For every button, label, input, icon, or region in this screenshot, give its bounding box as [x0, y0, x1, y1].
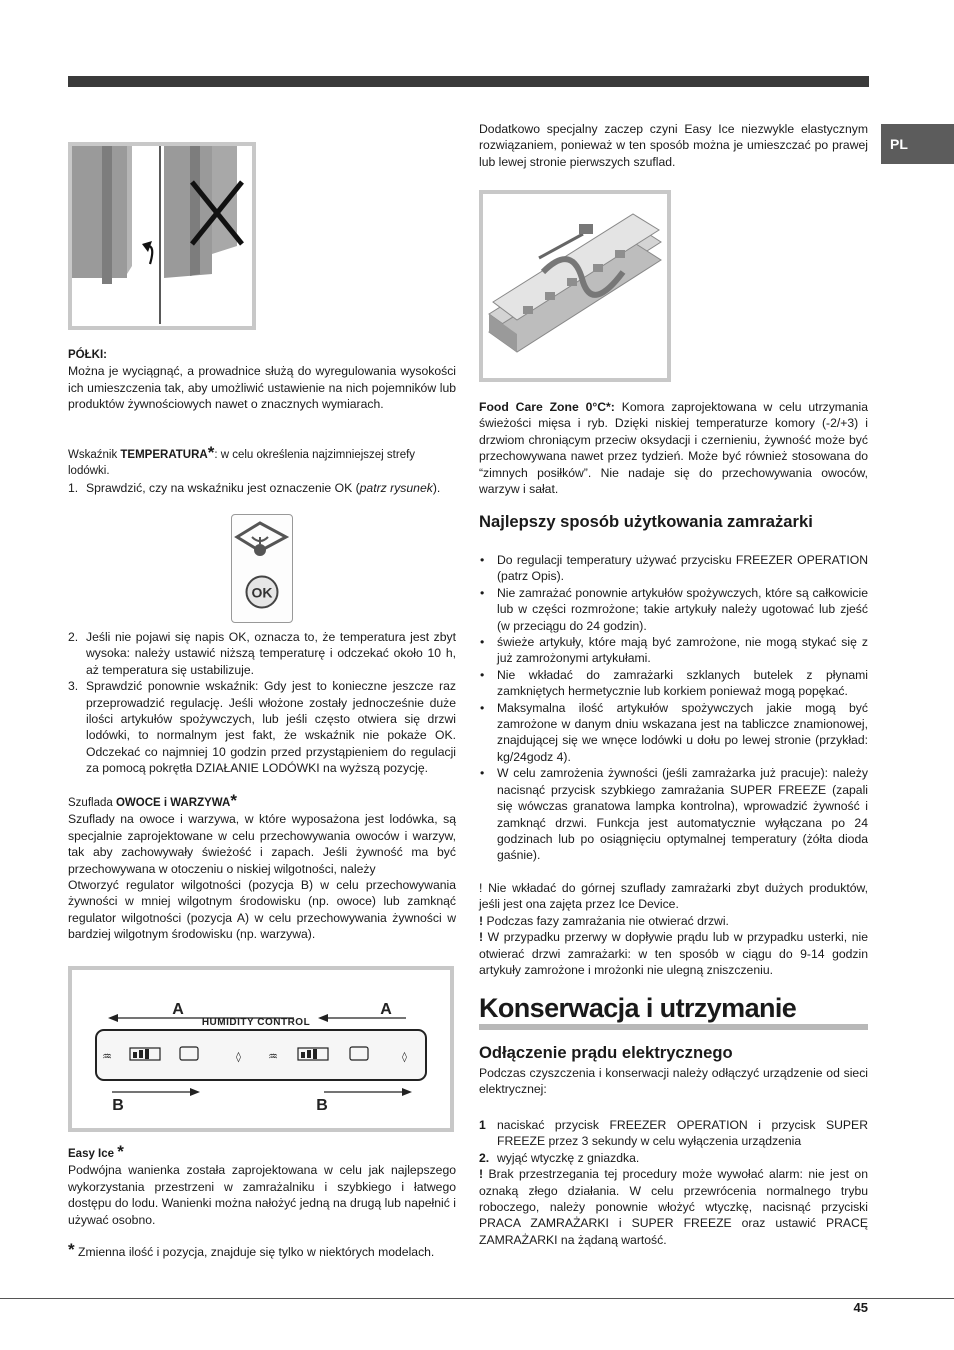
- shelves-text: Można je wyciągnąć, a prowadnice służą do wyregulowania wysokości ich umieszczenia tak, aby umożliwić ustawienie na nich pojemników lub produktów żywnościowych nawet o znacznych wymiarach.: [68, 364, 456, 412]
- warning-mark: !: [479, 930, 484, 945]
- humidity-control-figure: [68, 966, 454, 1132]
- temperature-section: [68, 443, 456, 496]
- easy-ice-figure: [479, 190, 671, 382]
- footnote-star: *: [68, 1240, 75, 1259]
- label-b-right: B: [316, 1097, 328, 1114]
- power-off-title: Odłączenie prądu elektrycznego: [479, 1043, 733, 1062]
- fruit-text-2: Otworzyć regulator wilgotności (pozycja B) w celu przechowywania żywności w mniej wilgotnym środowisku (np. owoce) lub zamknąć regulator wilgotności (pozycja A) w celu przechowywania żywności w bardziej wilgotnym środowisku (np. warzywa).: [68, 878, 456, 942]
- humidity-control-label: HUMIDITY CONTROL: [201, 1017, 311, 1028]
- step1-text: Sprawdzić, czy na wskaźniku jest oznaczenie OK (: [86, 480, 360, 495]
- humidity-control-diagram: [72, 970, 450, 1128]
- step1-end: ).: [432, 480, 441, 495]
- temperature-pre: Wskaźnik: [68, 449, 121, 461]
- warning-text: W przypadku przerwy w dopływie prądu lub w przypadku usterki, nie otwierać drzwi zamrażarki: w ten sposób w ciągu do 9-14 godzin artykuły zamrożone i mrożonki nie ulegną zniszczeniu.: [479, 930, 868, 978]
- temperature-star: *: [207, 443, 215, 462]
- warning-4: [479, 1166, 868, 1248]
- fruit-drawer-section: [68, 791, 456, 943]
- temperature-desc: : w celu określenia najzimniejszej strefy lodówki.: [68, 449, 416, 478]
- fruit-star: *: [230, 791, 237, 810]
- label-a-left: A: [172, 1001, 184, 1018]
- label-a-right: A: [380, 1001, 392, 1018]
- food-care-text: Komora zaprojektowana w celu utrzymania świeżości mięsa i ryb. Dzięki niskiej temperaturze komory (-2/+3) i drzwiom chroniącym przeciw oksydacji i czernieniu, żywność może być przechowywana nawet przez tydzień. Może być również stosowana do “zimnych posiłków”. Nie nadaje się do przechowywania owoców, warzyw i sałat.: [479, 400, 869, 497]
- step-text: wyjąć wtyczkę z gniazdka.: [497, 1150, 640, 1165]
- warning-3: [479, 929, 868, 978]
- temperature-heading: [68, 443, 456, 480]
- power-off-step-2: [479, 1150, 868, 1166]
- power-off-step-1: [479, 1117, 868, 1150]
- freezer-tip: • Do regulacji temperatury używać przycisku FREEZER OPERATION (patrz Opis).: [479, 552, 868, 585]
- step-number: 1.: [68, 480, 79, 495]
- maintenance-title-rule: [479, 1024, 868, 1030]
- warning-text: Brak przestrzegania tej procedury może wywołać alarm: nie jest on oznaką złego działania. W celu przewrócenia normalnego trybu roboczego, należy ponownie włożyć wtyczkę, nacisnąć przyciski PRACA ZAMRAŻARKI i SUPER FREEZE oraz ustawić PRACĘ ZAMRAŻARKI na żądaną wartość.: [479, 1167, 868, 1247]
- svg-text:◊: ◊: [236, 1052, 241, 1063]
- step-text: naciskać przycisk FREEZER OPERATION i przycisk SUPER FREEZE przez 3 sekundy w celu wyłączenia urządzenia: [497, 1118, 868, 1149]
- footnote: [68, 1240, 458, 1260]
- step-number: 1: [479, 1118, 486, 1132]
- step-number: 2.: [479, 1150, 490, 1165]
- ok-label: OK: [251, 584, 273, 601]
- language-tab: PL: [881, 124, 954, 164]
- freezer-tip: • Nie wkładać do zamrażarki szklanych butelek z płynami zamkniętych hermetycznie lub korkiem ponieważ mogą popękać.: [479, 667, 868, 700]
- temperature-step-1: [68, 480, 456, 496]
- svg-text:♒: ♒: [268, 1050, 278, 1063]
- fruit-drawer-heading: [68, 791, 456, 811]
- step-text: Sprawdzić ponownie wskaźnik: Gdy jest to konieczne jeszcze raz przeprowadzić regulację. Jeśli włożone zostały jednocześnie duże ilości artykułów spożywczych, lub jeśli często otwiera się drzwi lodówki, to normalnym jest fakt, że wskaźnik nie pokaże OK. Odczekać co najmniej 10 godzin przed przystąpieniem do regulacji za pomocą pokrętła DZIAŁANIE LODÓWKI na wyższą pozycję.: [86, 679, 456, 776]
- easy-ice-title: [68, 1142, 456, 1162]
- step-text: Jeśli nie pojawi się napis OK, oznacza to, że temperatura jest zbyt wysoka: należy ustawić niższą temperaturę i odczekać około 10 h, aż temperatura się ustabilizuje.: [86, 630, 456, 677]
- shelf-illustration: [72, 146, 252, 326]
- fruit-pre: Szuflada: [68, 797, 116, 809]
- temperature-step-3: [68, 678, 456, 776]
- easy-ice-intro: Dodatkowo specjalny zaczep czyni Easy Ice niezwykle elastycznym rozwiązaniem, ponieważ w ten sposób można je umieszczać po prawej lub lewej stronie pierwszych szuflad.: [479, 122, 868, 169]
- shelves-title: PÓŁKI:: [68, 349, 107, 361]
- snowflake-indicator-icon: [232, 515, 292, 575]
- temperature-indicator-figure: [231, 514, 293, 623]
- header-bar: [68, 76, 869, 87]
- footer-rule: [0, 1298, 954, 1299]
- freezer-tip: • świeże artykuły, które mają być zamrożone, nie mogą stykać się z już zamrożonymi artykułami.: [479, 634, 868, 667]
- warning-mark: !: [479, 1167, 484, 1182]
- warning-mark: !: [479, 913, 484, 928]
- ice-tray-illustration: [483, 194, 667, 378]
- power-off-intro: Podczas czyszczenia i konserwacji należy odłączyć urządzenie od sieci elektrycznej:: [479, 1066, 868, 1097]
- shelf-removal-figure: [68, 142, 256, 330]
- fruit-text-1: Szuflady na owoce i warzywa, w które wyposażona jest lodówka, są specjalnie zaprojektowane w celu przechowywania owoców i warzyw, tak aby zachowywały świeżość i zapach. Jeśli żywność ma być przechowywana w otoczeniu o niskiej wilgotności, należy: [68, 812, 456, 876]
- warning-2: [479, 913, 868, 929]
- freezer-usage-title: Najlepszy sposób użytkowania zamrażarki: [479, 512, 813, 531]
- easy-ice-star: *: [117, 1142, 124, 1161]
- temperature-label: TEMPERATURA: [120, 449, 208, 461]
- page-number: 45: [853, 1300, 868, 1315]
- warning-1: ! Nie wkładać do górnej szuflady zamrażarki zbyt dużych produktów, jeśli jest ona zajęta przez Ice Device.: [479, 881, 868, 912]
- step-number: 3.: [68, 679, 79, 694]
- easy-ice-text: Podwójna wanienka została zaprojektowana w celu jak najlepszego wykorzystania przestrzeni w zamrażalniku i szybkiego i łatwego dostępu do lodu. Wanienki można nałożyć jedną na drugą lub napełnić i używać osobno.: [68, 1163, 456, 1227]
- svg-text:♒: ♒: [102, 1050, 112, 1063]
- food-care-label: Food Care Zone 0°C*:: [479, 400, 615, 414]
- step-number: 2.: [68, 630, 79, 644]
- easy-ice-section: [68, 1142, 456, 1228]
- freezer-tip: • W celu zamrożenia żywności (jeśli zamrażarka już pracuje): należy nacisnąć przycisk szybkiego zamrażania SUPER FREEZE (zapali się wówczas granatowa lampka kontrolna), wprowadzić żywność i zamknąć drzwi. Funkcja jest automatycznie wyłączana po 24 godzinach lub po osiągnięciu optymalnej temperatury (żółta dioda gaśnie).: [479, 765, 868, 863]
- label-b-left: B: [112, 1097, 124, 1114]
- easy-ice-label: Easy Ice: [68, 1148, 115, 1160]
- ok-badge-icon: [245, 575, 279, 609]
- maintenance-title: Konserwacja i utrzymanie: [479, 993, 797, 1023]
- footnote-text: Zmienna ilość i pozycja, znajduje się tylko w niektórych modelach.: [78, 1245, 435, 1259]
- freezer-tip: • Nie zamrażać ponownie artykułów spożywczych, które są całkowicie lub w części rozmrożone; takie artykuły należy ugotować lub zjeść (w przeciągu do 24 godzin).: [479, 585, 868, 634]
- freezer-tip: • Maksymalna ilość artykułów spożywczych jakie mogą być zamrożone w danym dniu wskazana jest na tabliczce znamionowej, znajdującej się we wnęce lodówki u dołu po lewej stronie (przykład: kg/24godz 4).: [479, 700, 868, 766]
- step1-italic: patrz rysunek: [359, 480, 433, 495]
- temperature-step-2: [68, 629, 456, 678]
- warning-text: Podczas fazy zamrażania nie otwierać drzwi.: [483, 913, 729, 928]
- svg-text:◊: ◊: [402, 1052, 407, 1063]
- fruit-label: OWOCE i WARZYWA: [115, 797, 231, 809]
